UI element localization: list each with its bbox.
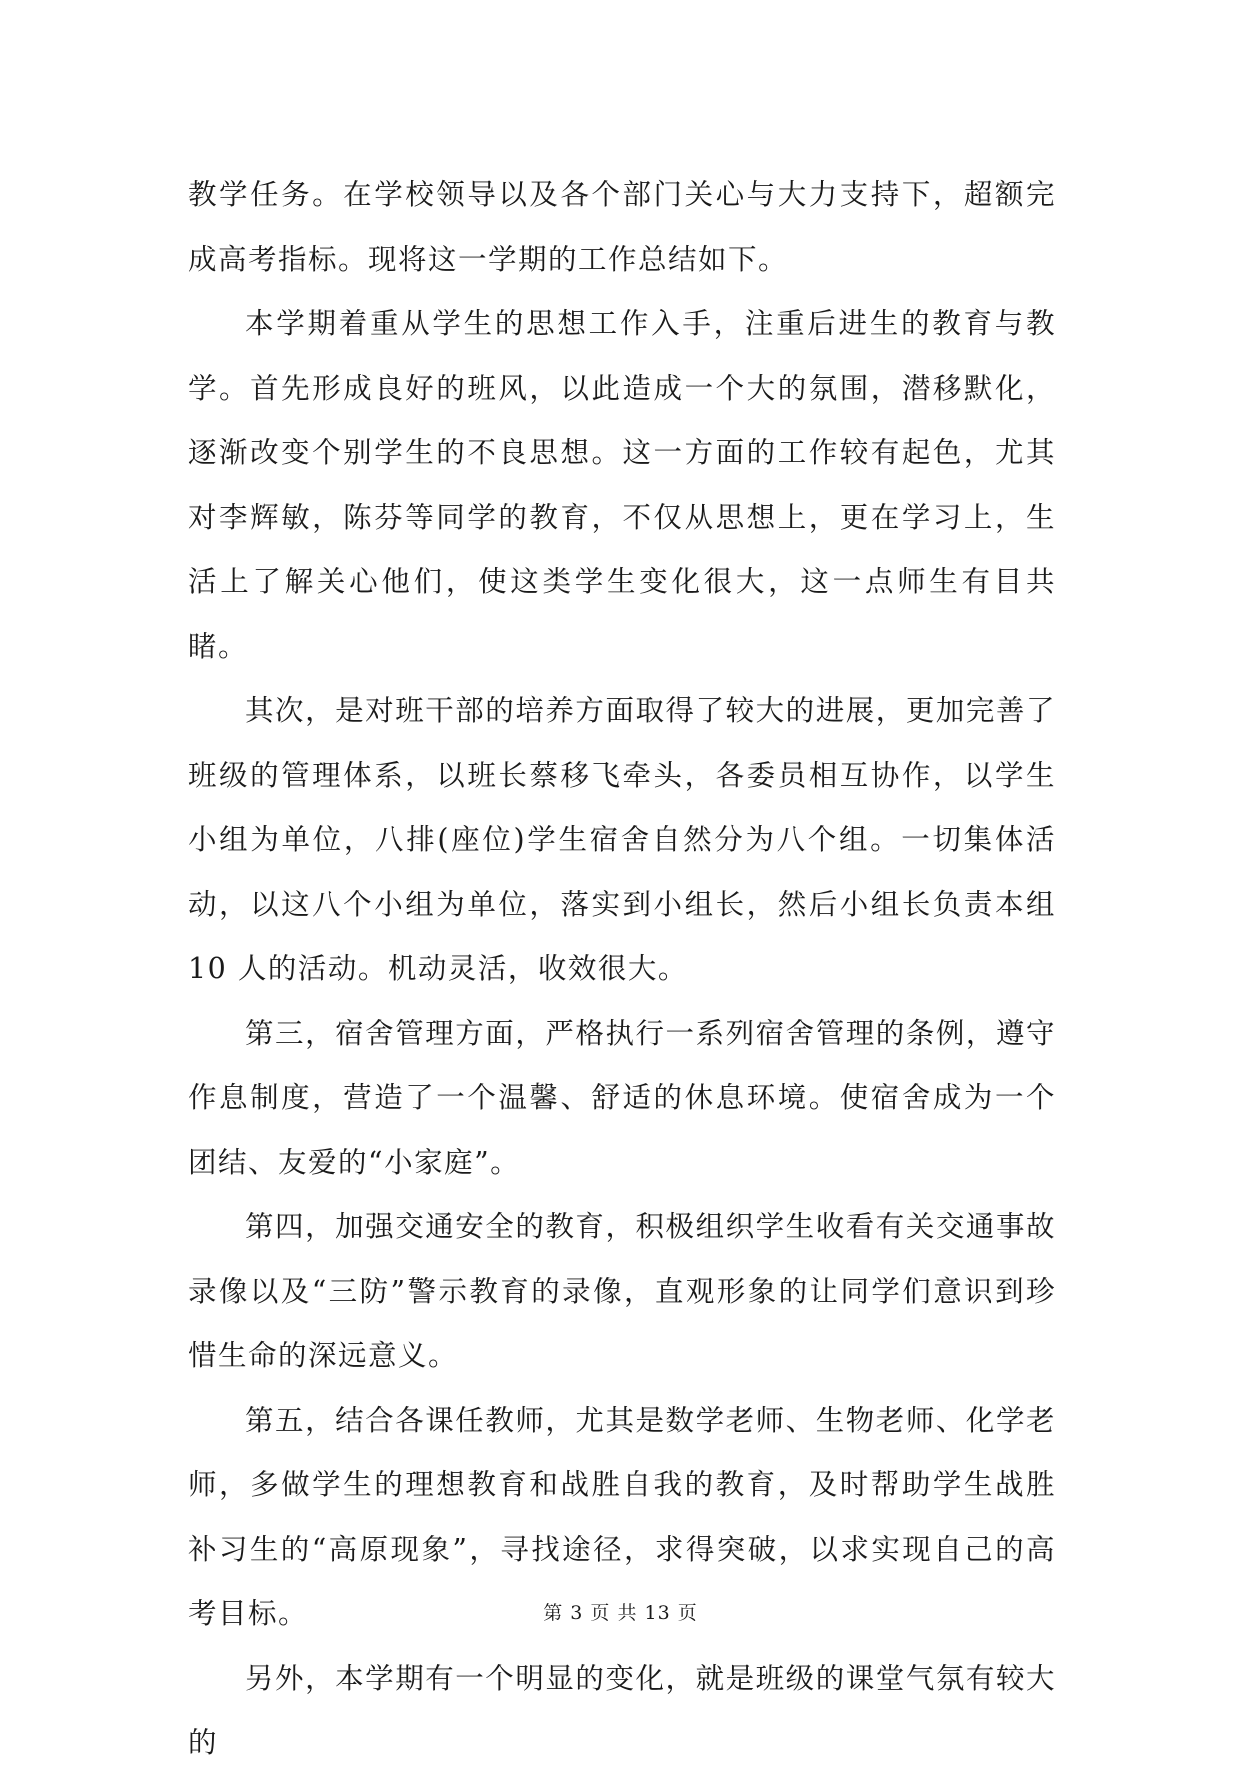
footer-suffix: 页: [677, 1602, 698, 1624]
footer-total-pages: 13: [644, 1602, 671, 1624]
document-body: [188, 163, 1056, 1776]
paragraph-3: 其次，是对班干部的培养方面取得了较大的进展，更加完善了班级的管理体系，以班长蔡移飞牵头，各委员相互协作，以学生小组为单位，八排(座位)学生宿舍自然分为八个组。一切集体活动，以这八个小组为单位，落实到小组长，然后小组长负责本组 10 人的活动。机动灵活，收效很大。: [188, 694, 1056, 985]
footer-prefix: 第: [543, 1602, 564, 1624]
page-footer: [0, 1598, 1241, 1625]
footer-current-page: 3: [570, 1602, 584, 1624]
paragraph-4: 第三，宿舍管理方面，严格执行一系列宿舍管理的条例，遵守作息制度，营造了一个温馨、舒适的休息环境。使宿舍成为一个团结、友爱的“小家庭”。: [188, 1016, 1056, 1179]
paragraph-6: 第五，结合各课任教师，尤其是数学老师、生物老师、化学老师，多做学生的理想教育和战胜自我的教育，及时帮助学生战胜补习生的“高原现象”，寻找途径，求得突破，以求实现自己的高考目标。: [188, 1403, 1056, 1630]
paragraph-5: 第四，加强交通安全的教育，积极组织学生收看有关交通事故录像以及“三防”警示教育的录像，直观形象的让同学们意识到珍惜生命的深远意义。: [188, 1210, 1056, 1372]
paragraph-1: 教学任务。在学校领导以及各个部门关心与大力支持下，超额完成高考指标。现将这一学期的工作总结如下。: [188, 178, 1056, 276]
footer-middle: 页 共: [590, 1602, 638, 1624]
paragraph-7: 另外，本学期有一个明显的变化，就是班级的课堂气氛有较大的: [188, 1661, 1056, 1759]
paragraph-2: 本学期着重从学生的思想工作入手，注重后进生的教育与教学。首先形成良好的班风，以此造成一个大的氛围，潜移默化，逐渐改变个别学生的不良思想。这一方面的工作较有起色，尤其对李辉敏，陈芬等同学的教育，不仅从思想上，更在学习上，生活上了解关心他们，使这类学生变化很大，这一点师生有目共睹。: [188, 307, 1056, 663]
